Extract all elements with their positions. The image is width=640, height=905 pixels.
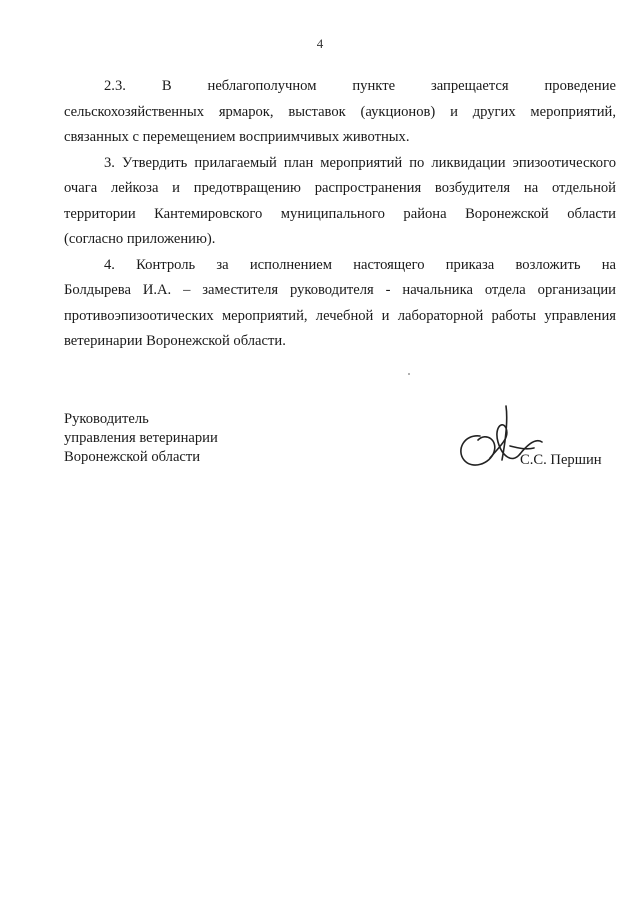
paragraph-line: противоэпизоотических мероприятий, лечебной и лабораторной работы управления xyxy=(64,307,616,324)
paragraph-line: сельскохозяйственных ярмарок, выставок (аукционов) и других мероприятий, xyxy=(64,103,616,120)
paragraph-3 xyxy=(64,151,616,253)
paragraph-line: очага лейкоза и предотвращению распространения возбудителя на отдельной xyxy=(64,180,616,196)
document-body xyxy=(64,74,616,355)
signatory-title xyxy=(64,410,218,467)
paragraph-line: (согласно приложению). xyxy=(64,231,216,247)
paragraph-line: 2.3. В неблагополучном пункте запрещается проведение xyxy=(104,78,616,94)
paragraph-4 xyxy=(64,253,616,355)
paragraph-line: Болдырева И.А. – заместителя руководителя - начальника отдела организации xyxy=(64,282,616,298)
paragraph-2-3 xyxy=(64,74,616,151)
signatory-title-line: Руководитель xyxy=(64,411,149,427)
paragraph-line: связанных с перемещением восприимчивых животных. xyxy=(64,129,410,145)
paragraph-line: 3. Утвердить прилагаемый план мероприятий по ликвидации эпизоотического xyxy=(104,154,616,171)
paragraph-line: 4. Контроль за исполнением настоящего приказа возложить на xyxy=(104,256,616,273)
signatory-title-line: управления ветеринарии xyxy=(64,430,218,446)
paragraph-line: территории Кантемировского муниципального района Воронежской области xyxy=(64,205,616,222)
signatory-title-line: Воронежской области xyxy=(64,449,201,465)
signatory-name: С.С. Першин xyxy=(520,452,602,468)
page-number: 4 xyxy=(316,36,324,51)
paragraph-line: ветеринарии Воронежской области. xyxy=(64,333,286,349)
scan-speck xyxy=(408,373,410,375)
